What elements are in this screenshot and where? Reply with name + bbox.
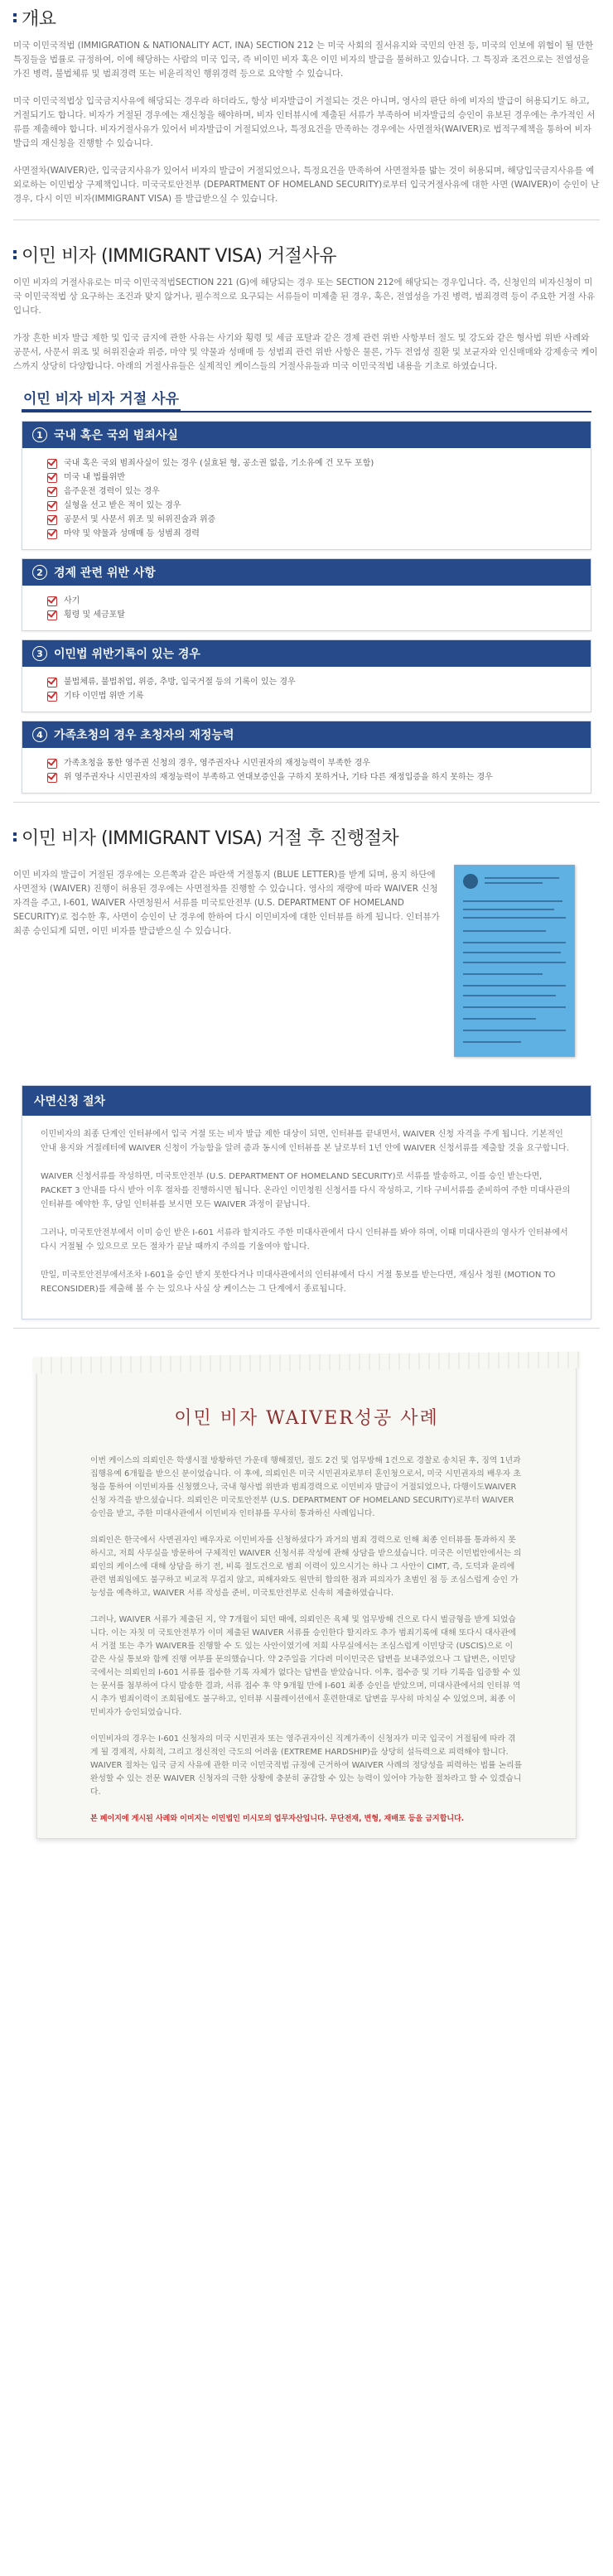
check-icon	[47, 692, 57, 702]
list-item: 횡령 및 세금포탈	[47, 608, 566, 622]
procedure-paragraph: 이민 비자의 발급이 거절된 경우에는 오른쪽과 같은 파란색 거절통지 (BLUE LETTER)를 받게 되며, 용지 하단에 사면절차 (WAIVER) 진행이 허용된 경우에는 사면절차를 진행할 수 있습니다. 영사의 재량에 따라 WAIVER 신청 자격을 주고, I-601, WAIVER 사면청원서 서류를 미국토안전부 (U.S. DEPARTMENT OF HOMELAND SECURITY)로 접수한 후, 사면이 승인이 난 경우에 한하여 다시 이민비자에 대한 인터뷰를 하게 됩니다. 인터뷰가 최종 승인되게 되면, 이민 비자를 발급받으실 수 있습니다.	[13, 870, 440, 936]
waiver-steps-card	[22, 1085, 591, 1319]
case-study-title: 이민 비자 WAIVER성공 사례	[174, 1408, 439, 1429]
reason-card-header	[22, 422, 591, 448]
overview-title: 개요	[13, 5, 600, 31]
reasons-subhead: 이민 비자 비자 거절 사유	[22, 387, 181, 411]
reasons-list	[22, 411, 591, 794]
waiver-step-paragraph: 이민비자의 최종 단계인 인터뷰에서 입국 거절 또는 비자 발급 제한 대상이 되면, 인터뷰를 끝내면서, WAIVER 신청 자격을 주게 됩니다. 기본적인 안내 용지와 거절레터에 WAIVER 신청이 가능함을 알려 줌과 동시에 인터뷰를 본 날로부터 1년 안에 WAIVER 신청서류를 제출할 것을 요구합니다.	[41, 1130, 569, 1153]
procedure-content	[13, 860, 600, 1057]
case-study-paper	[36, 1362, 577, 1839]
reason-number-badge: 3	[32, 646, 47, 661]
copyright-note: 본 페이지에 게시된 사례와 이미지는 이민법인 미시모의 업무자산입니다. 무단전재, 변형, 재배포 등을 금지합니다.	[90, 1815, 465, 1823]
denial-paragraph: 가장 흔한 비자 발급 제한 및 입국 금지에 관한 사유는 사기와 횡령 및 세금 포탈과 같은 경제 관련 위반 사항부터 절도 및 강도와 같은 형사법 위반 사례와 공문서, 사문서 위조 및 허위진술과 위증, 마약 및 약물과 성매매 등 성범죄 관련 위반 사항은 물론, 가두 전염성 질환 및 보균자와 인신매매와 강제송국 케이스까지 상당히 다양합니다. 아래의 거절사유들은 실제적인 케이스들의 거절사유들과 미국 이민국적법 내용을 기초로 하였습니다.	[13, 333, 598, 371]
heading-marker-icon	[13, 250, 17, 259]
check-icon	[47, 759, 57, 769]
reason-card	[22, 721, 591, 794]
overview-paragraph: 미국 이민국적법상 입국금지사유에 해당되는 경우라 하더라도, 항상 비자발급이 거절되는 것은 아니며, 영사의 판단 하에 비자의 발급이 허용되기도 하고, 거절되기도 합니다. 비자가 거절된 경우에는 재신청을 해야하며, 비자 인터뷰시에 제출된 서류가 부족하여 비자발급의 승인이 유보된 경우에는 추가적인 서류를 제출해야 합니다. 비자거절사유가 있어서 비자발급이 거절되었으나, 특정요건을 만족하는 경우에는 사면절차(WAIVER)로 법적구제책을 통하여 비자발급의 재신청을 진행할 수 있습니다.	[13, 96, 596, 148]
overview-text	[13, 39, 600, 206]
procedure-section	[0, 824, 613, 1057]
list-item: 음주운전 경력이 있는 경우	[47, 485, 566, 499]
check-icon	[47, 487, 57, 497]
case-study-paragraph: 이번 케이스의 의뢰인은 학생시절 방황하던 가운데 행해졌던, 절도 2건 및 업무방해 1건으로 경찰로 송치된 후, 징역 1년과 집행유예 6개월을 받으신 분이었습니다. 이 후에, 의뢰인은 미국 시민권자로부터 혼인청으로서, 미국 시민권자의 배우자 초청을 통하여 이민비자를 신청했으나, 국내 형사법 위반과 범죄경력으로 이민비자 발급이 거절되었으나, 다행이도WAIVER 신청 자격을 받으셨습니다. 의뢰인은 미국토안전부 (U.S. DEPARTMENT OF HOMELAND SECURITY)로부터 WAIVER 승인을 받고, 주한 미대사관에서 이민비자 인터뷰를 무사히 통과하신 사례입니다.	[90, 1456, 521, 1518]
reason-card	[22, 421, 591, 550]
procedure-text	[13, 868, 441, 1057]
reason-number-badge: 1	[32, 427, 47, 442]
procedure-title: 이민 비자 (IMMIGRANT VISA) 거절 후 진행절차	[13, 824, 600, 850]
case-study-body	[37, 1430, 576, 1799]
reason-card-header	[22, 559, 591, 586]
check-icon	[47, 473, 57, 483]
check-icon	[47, 501, 57, 511]
list-item: 가족초청을 통한 영주권 신청의 경우, 영주권자나 시민권자의 재정능력이 부족한 경우	[47, 756, 566, 770]
waiver-step-paragraph: 그러나, 미국토안전부에서 이미 승인 받은 I-601 서류라 할지라도 주한 미대사관에서 다시 인터뷰를 봐야 하며, 이때 미대사관의 영사가 인터뷰에서 다시 거절될 수 있으므로 모든 절차가 끝날 때까지 주의를 기울여야 합니다.	[41, 1228, 568, 1252]
denial-paragraph: 이민 비자의 거절사유로는 미국 이민국적법SECTION 221 (G)에 해당되는 경우 또는 SECTION 212에 해당되는 경우입니다. 즉, 신청인의 비자신청이 미국 이민국적법 상 요구하는 조건과 맞지 않거나, 필수적으로 요구되는 서류들이 미제출 된 경우, 혹은, 전염성을 가진 병력, 범죄경력 등이 주요한 거절 사유입니다.	[13, 277, 596, 316]
heading-marker-icon	[13, 13, 17, 22]
list-item: 사기	[47, 594, 566, 608]
denial-text	[13, 276, 600, 374]
list-item: 불법체류, 불법취업, 위증, 추방, 입국거절 등의 기록이 있는 경우	[47, 675, 566, 689]
reason-card-title: 가족초청의 경우 초청자의 재정능력	[54, 729, 234, 742]
reason-number-badge: 2	[32, 565, 47, 580]
check-icon	[47, 596, 57, 606]
reasons-block	[0, 387, 613, 794]
denial-title: 이민 비자 (IMMIGRANT VISA) 거절사유	[13, 242, 600, 268]
reason-card-title: 국내 혹은 국외 범죄사실	[54, 429, 178, 442]
overview-paragraph: 미국 이민국적법 (IMMIGRATION & NATIONALITY ACT, INA) SECTION 212 는 미국 사회의 질서유지와 국민의 안전 등, 미국의 인보에 위협이 될 만한 특징들을 법률로 규정하여, 이에 해당하는 사람의 미국 입국, 즉 비이민 비자 혹은 이민 비자의 발급을 불허하고 있습니다. 그 특징과 조건으로는 전염성을 가진 병력, 불법체류 및 범죄경력 또는 비윤리적인 행위경력 등으로 요약할 수 있습니다.	[13, 41, 594, 79]
list-item: 공문서 및 사문서 위조 및 허위진술과 위증	[47, 513, 566, 527]
seal-icon	[463, 874, 478, 889]
reason-card-body	[22, 586, 591, 630]
case-study-paragraph: 이민비자의 경우는 I-601 신청자의 미국 시민권자 또는 영주권자이신 직계가족이 신청자가 미국 입국이 거절됨에 따라 겪게 될 경제적, 사회적, 그리고 정신적인 극도의 어려움 (EXTREME HARDSHIP)을 상당히 설득력으로 피력해야 합니다. WAIVER 절차는 입국 금지 사유에 관한 미국 이민국적법 규정에 근거하여 WAIVER 사례의 정당성을 피력하는 법률 논리를 완성할 수 있는 전문 WAIVER 신청자의 극한 상황에 충분히 공감할 수 있는 능력이 있어야 가능한 절차라고 할 수 있겠습니다.	[90, 1734, 523, 1797]
list-item: 미국 내 법률위반	[47, 470, 566, 485]
check-icon	[47, 529, 57, 539]
reason-card-body	[22, 448, 591, 549]
waiver-steps-body	[22, 1116, 591, 1319]
heading-marker-icon	[13, 832, 17, 842]
reason-number-badge: 4	[32, 727, 47, 742]
section-divider	[13, 1328, 600, 1329]
waiver-step-paragraph: 만일, 미국토안전부에서조차 I-601을 승인 받지 못한다거나 미대사관에서의 인터뷰에서 다시 거절 통보를 받는다면, 재심사 청원 (MOTION TO RECONSIDER)를 제출해 볼 수 는 있으나 사실 상 케이스는 그 단계에서 종료됩니다.	[41, 1271, 556, 1294]
list-item: 기타 이민법 위반 기록	[47, 689, 566, 703]
list-item: 마약 및 약물과 성매매 등 성범죄 경력	[47, 527, 566, 541]
reason-card-title: 이민법 위반기록이 있는 경우	[54, 648, 200, 661]
list-item: 국내 혹은 국외 범죄사실이 있는 경우 (실효된 형, 공소권 없음, 기소유예 건 모두 포함)	[47, 456, 566, 470]
blue-letter-image	[454, 865, 575, 1057]
check-icon	[47, 773, 57, 783]
denial-section	[0, 242, 613, 374]
case-study-paragraph: 의뢰인은 한국에서 사면권자인 배우자로 이민비자를 신청하셨다가 과거의 범죄 경력으로 인해 최종 인터뷰를 통과하지 못하시고, 저희 사무실을 방문하여 구체적인 WAIVER 신청서류 작성에 관해 상담을 받으셨습니다. 미국은 이민법안에서는 의뢰인의 케이스에 대해 상담을 하기 전, 비록 절도건으로 범죄 이력이 있으시기는 하나 그 사안이 CIMT, 즉, 도덕과 윤리에 관련 범죄임에도 불구하고 비교적 무겁지 않고, 피해자와도 원만히 합의한 점과 피의자가 초범인 점 등 조심스럽게 승인 가능성을 예측하고, WAIVER 서류 작성을 준비, 미국토안전부로 신속히 제출하였습니다.	[90, 1536, 522, 1598]
section-divider	[13, 802, 600, 803]
check-icon	[47, 678, 57, 687]
list-item: 실형을 선고 받은 적이 있는 경우	[47, 499, 566, 513]
check-icon	[47, 610, 57, 620]
reason-card-title: 경제 관련 위반 사항	[54, 567, 156, 580]
overview-section	[0, 0, 613, 206]
check-icon	[47, 515, 57, 525]
case-study-paragraph: 그러나, WAIVER 서류가 제출된 지, 약 7개월이 되던 때에, 의뢰인은 육체 및 업무방해 건으로 다시 벌금형을 받게 되었습니다. 이는 자칫 미 국토안전부가 이미 제출된 WAIVER 서류를 승인한다 할지라도 추가 범죄기록에 대해 또다시 대사관에서 거절 또는 추가 WAIVER를 진행할 수 도 있는 사안이였기에 저희 사무실에서는 조심스럽게 이민당국 (USCIS)으로 이 같은 사실 통보와 함께 진행 여부를 문의했습니다. 약 2주일을 기다려 미이민국은 답변을 보내주었으나 그 답변은, 이민당국에서는 의뢰인의 I-601 서류를 접수한 기록 자체가 없다는 답변을 받았습니다. 이후, 접수증 및 기타 기록을 입증할 수 있는 문서를 첨부하여 다시 발송한 결과, 서류 접수 후 약 9개월 만에 I-601 최종 승인을 받았으며, 미대사관에서의 인터뷰 역시 추가 범죄이력이 조회됨에도 불구하고, 인터뷰 시뮬레이션에서 훈련한대로 답변을 무사히 마치실 수 있었으며, 최종 이민비자가 승인되었습니다.	[90, 1615, 521, 1717]
reason-card-body	[22, 667, 591, 712]
reason-card-header	[22, 640, 591, 667]
waiver-steps-header: 사면신청 절차	[22, 1086, 591, 1116]
waiver-step-paragraph: WAIVER 신청서류를 작성하면, 미국토안전부 (U.S. DEPARTMENT OF HOMELAND SECURITY)로 서류를 발송하고, 이를 승인 받는다면, PACKET 3 안내를 다시 받아 이후 절차를 진행하시면 됩니다. 온라인 이민청원 신청서를 다시 작성하고, 기타 구비서류를 준비하여 주한 미대사관의 인터뷰를 예약한 후, 당일 인터뷰를 보시면 모든 WAIVER 과정이 끝납니다.	[41, 1172, 571, 1209]
reason-card-body	[22, 748, 591, 793]
check-icon	[47, 459, 57, 469]
list-item: 위 영주권자나 시민권자의 재정능력이 부족하고 연대보증인을 구하지 못하거나, 기타 다른 재정입증을 하지 못하는 경우	[47, 770, 566, 784]
overview-paragraph: 사면절차(WAIVER)란, 입국금지사유가 있어서 비자의 발급이 거절되었으나, 특정요건을 만족하여 사면절차를 밟는 것이 허용되며, 해당입국금지사유를 예외로하는 이민법상 구제책입니다. 미국국토안전부 (DEPARTMENT OF HOMELAND SECURITY)로부터 입국거절사유에 대한 사면 (WAIVER)이 승인이 난 경우, 다시 이민 비자(IMMIGRANT VISA) 를 발급받으실 수 있습니다.	[13, 166, 600, 204]
reason-card	[22, 639, 591, 712]
reason-card	[22, 558, 591, 631]
section-divider	[13, 219, 600, 220]
reason-card-header	[22, 721, 591, 748]
